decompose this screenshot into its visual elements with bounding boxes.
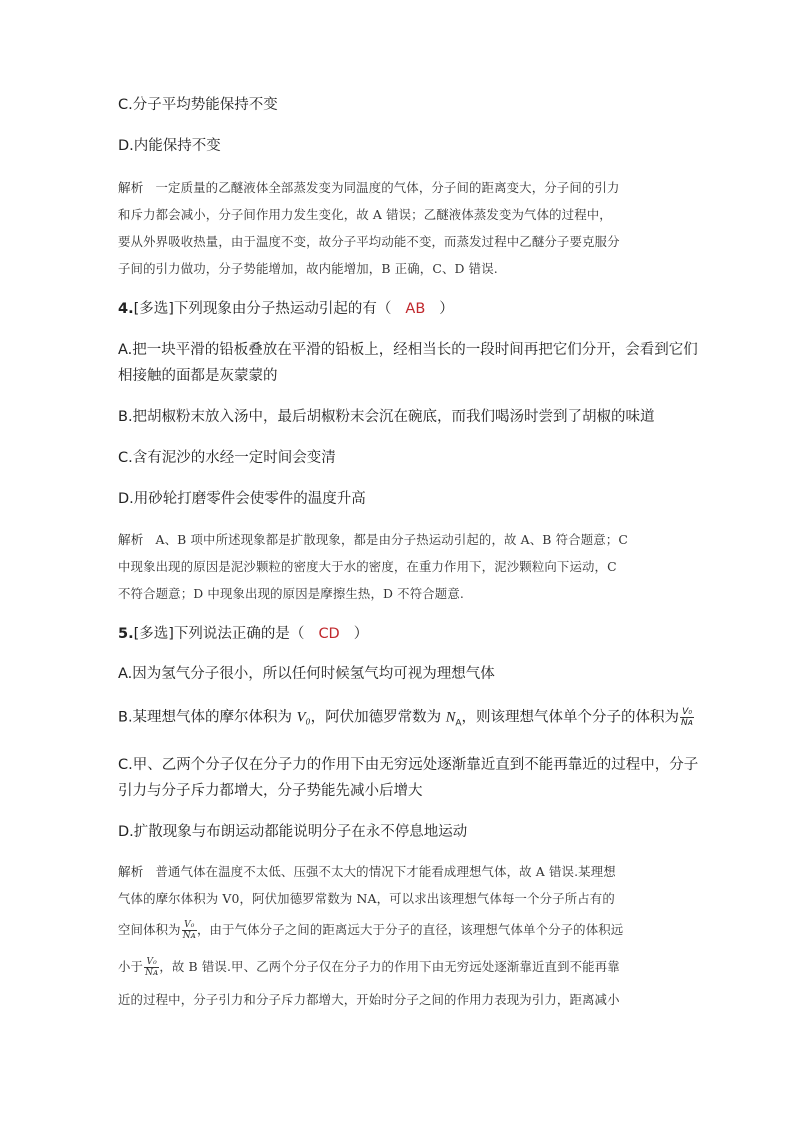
explanation-5-line-5: 近的过程中，分子引力和分子斥力都增大，开始时分子之间的作用力表现为引力，距离减小 bbox=[118, 992, 620, 1007]
option-d-prev: D.内能保持不变 bbox=[118, 138, 221, 154]
answer-ab: AB bbox=[405, 301, 426, 317]
answer-cd: CD bbox=[318, 626, 340, 642]
question-4-option-b: B.把胡椒粉末放入汤中，最后胡椒粉末会沉在碗底，而我们喝汤时尝到了胡椒的味道 bbox=[118, 409, 655, 425]
explanation-3-line-1: 解析 一定质量的乙醚液体全部蒸发变为同温度的气体，分子间的距离变大，分子间的引力 bbox=[118, 180, 620, 195]
question-4-stem: 4.[多选]下列现象由分子热运动引起的有（ AB ） bbox=[118, 301, 454, 317]
explanation-tag: 解析 bbox=[118, 864, 144, 879]
question-number: 4. bbox=[118, 301, 134, 317]
explanation-5-line-3: 空间体积为 $\frac{\text{V₀}}{\text{Nᴀ}}$ ，由于气体分子之间的距离远大于分子的直径，该理想气体单个分子的体积远 bbox=[118, 920, 624, 941]
explanation-5-line-4: 小于 $\frac{\text{V₀}}{\text{Nᴀ}}$ ，故 B 错误.甲、乙两个分子仅在分子力的作用下由无穷远处逐渐靠近直到不能再靠 bbox=[118, 957, 620, 978]
explanation-3-line-3: 要从外界吸收热量，由于温度不变，故分子平均动能不变，而蒸发过程中乙醚分子要克服分 bbox=[118, 234, 620, 249]
fraction-v0-over-na: $\frac{\text{V₀}}{\text{Nᴀ}}$ bbox=[182, 920, 196, 941]
question-4-option-c: C.含有泥沙的水经一定时间会变清 bbox=[118, 450, 336, 466]
question-4-option-a-line-1: A.把一块平滑的铅板叠放在平滑的铅板上，经相当长的一段时间再把它们分开，会看到它们 bbox=[118, 342, 698, 358]
question-4-option-a-line-2: 相接触的面都是灰蒙蒙的 bbox=[118, 368, 278, 384]
question-5-option-c-line-1: C.甲、乙两个分子仅在分子力的作用下由无穷远处逐渐靠近直到不能再靠近的过程中，分子 bbox=[118, 757, 699, 773]
option-c-prev: C.分子平均势能保持不变 bbox=[118, 97, 278, 113]
question-5-option-a: A.因为氢气分子很小，所以任何时候氢气均可视为理想气体 bbox=[118, 666, 495, 682]
question-5-stem: 5.[多选]下列说法正确的是（ CD ） bbox=[118, 626, 369, 642]
question-4-option-d: D.用砂轮打磨零件会使零件的温度升高 bbox=[118, 491, 366, 507]
fraction-v0-over-na: $\frac{\text{V₀}}{\text{Nᴀ}}$ bbox=[681, 707, 694, 728]
explanation-5-line-2: 气体的摩尔体积为 V0，阿伏加德罗常数为 NA，可以求出该理想气体每一个分子所占有的 bbox=[118, 891, 615, 906]
explanation-4-line-2: 中现象出现的原因是泥沙颗粒的密度大于水的密度，在重力作用下，泥沙颗粒向下运动，C bbox=[118, 559, 617, 574]
explanation-tag: 解析 bbox=[118, 180, 144, 195]
question-5-option-d: D.扩散现象与布朗运动都能说明分子在永不停息地运动 bbox=[118, 824, 468, 840]
question-5-option-c-line-2: 引力与分子斥力都增大，分子势能先减小后增大 bbox=[118, 783, 423, 799]
question-5-option-b: B.某理想气体的摩尔体积为 V₀，阿伏加德罗常数为 $N_A$，则该理想气体单个分子的体积为 $\frac{\text{V₀}}{\text{Nᴀ}}$ bbox=[118, 707, 694, 729]
fraction-v0-over-na: $\frac{\text{V₀}}{\text{Nᴀ}}$ bbox=[145, 957, 159, 978]
explanation-4-line-1: 解析 A、B 项中所述现象都是扩散现象，都是由分子热运动引起的，故 A、B 符合题意；C bbox=[118, 532, 628, 547]
explanation-5-line-1: 解析 普通气体在温度不太低、压强不太大的情况下才能看成理想气体，故 A 错误.某理想 bbox=[118, 864, 616, 879]
explanation-3-line-4: 子间的引力做功，分子势能增加，故内能增加，B 正确，C、D 错误. bbox=[118, 261, 498, 276]
question-number: 5. bbox=[118, 626, 134, 642]
explanation-3-line-2: 和斥力都会减小，分子间作用力发生变化，故 A 错误；乙醚液体蒸发变为气体的过程中， bbox=[118, 207, 612, 222]
explanation-4-line-3: 不符合题意；D 中现象出现的原因是摩擦生热，D 不符合题意. bbox=[118, 586, 464, 601]
explanation-tag: 解析 bbox=[118, 532, 144, 547]
